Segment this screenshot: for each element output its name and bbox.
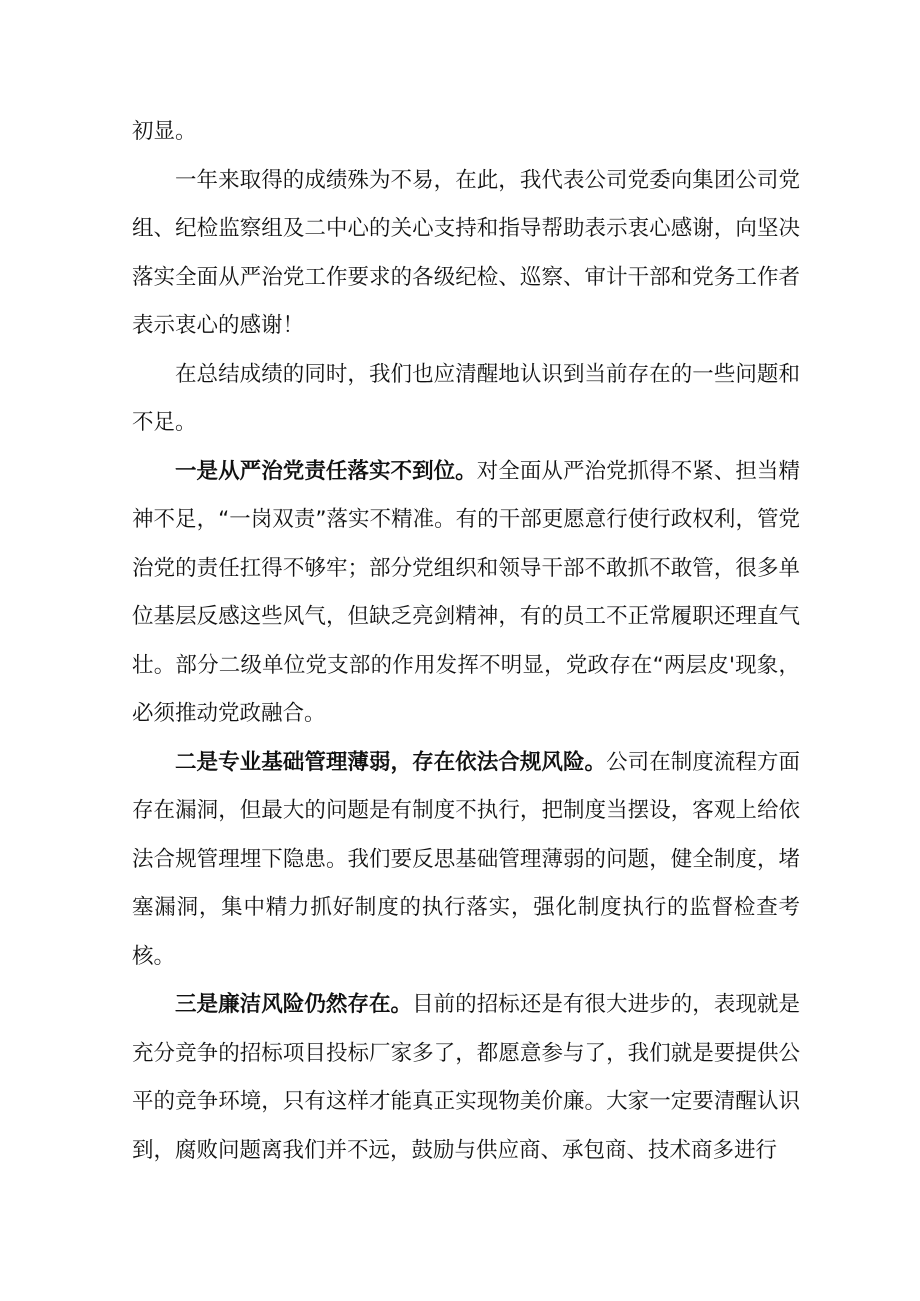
paragraph-problem-three (132, 981, 800, 1175)
paragraph-continuation (132, 108, 800, 157)
paragraph-problems-intro (132, 351, 800, 448)
paragraph-text: 目前的招标还是有很大进步的，表现就是充分竞争的招标项目投标厂家多了，都愿意参与了，我们就是要提供公平的竞争环境，只有这样才能真正实现物美价廉。大家一定要清醒认识到，腐败问题离我们并不远，鼓励与供应商、承包商、技术商多进行 (132, 992, 800, 1163)
paragraph-lead: 三是廉洁风险仍然存在。 (175, 992, 413, 1017)
paragraph-lead: 一是从严治党责任落实不到位。 (175, 458, 477, 484)
paragraph-thanks (132, 157, 800, 351)
document-body (132, 108, 800, 1175)
paragraph-problem-one (132, 448, 800, 739)
paragraph-text: 一年来取得的成绩殊为不易，在此，我代表公司党委向集团公司党组、纪检监察组及二中心的关心支持和指导帮助表示衷心感谢，向坚决落实全面从严治党工作要求的各级纪检、巡察、审计干部和党务工作者表示衷心的感谢！ (132, 167, 800, 338)
paragraph-text: 公司在制度流程方面存在漏洞，但最大的问题是有制度不执行，把制度当摆设，客观上给依法合规管理埋下隐患。我们要反思基础管理薄弱的问题，健全制度，堵塞漏洞，集中精力抓好制度的执行落实，强化制度执行的监督检查考核。 (132, 749, 800, 969)
paragraph-problem-two (132, 739, 800, 982)
paragraph-text: 初显。 (132, 119, 197, 144)
paragraph-text: 在总结成绩的同时，我们也应清醒地认识到当前存在的一些问题和不足。 (132, 361, 800, 435)
paragraph-lead: 二是专业基础管理薄弱，存在依法合规风险。 (175, 749, 607, 775)
paragraph-text: 对全面从严治党抓得不紧、担当精神不足，“一岗双责”落实不精准。有的干部更愿意行使行政权利，管党治党的责任扛得不够牢；部分党组织和领导干部不敢抓不敢管，很多单位基层反感这些风气，但缺乏亮剑精神，有的员工不正常履职还理直气壮。部分二级单位党支部的作用发挥不明显，党政存在“两层皮'现象，必须推动党政融合。 (132, 458, 800, 726)
